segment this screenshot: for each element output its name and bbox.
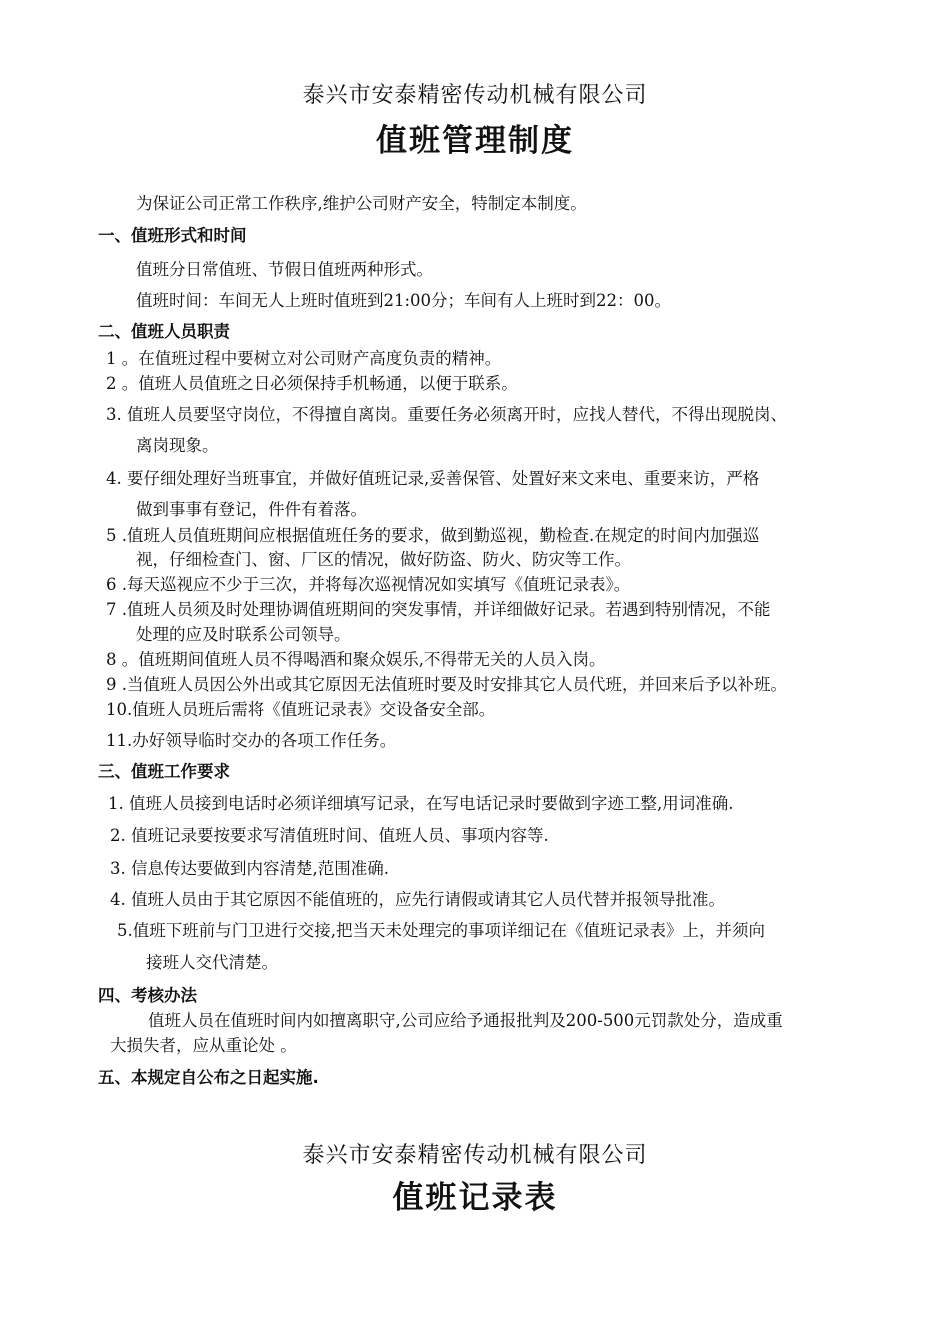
duty-item: 3. 值班人员要坚守岗位，不得擅自离岗。重要任务必须离开时，应找人替代，不得出现脱岗、 — [106, 405, 787, 424]
duty-item: 10.值班人员班后需将《值班记录表》交设备安全部。 — [106, 700, 496, 719]
assessment-text: 值班人员在值班时间内如擅离职守,公司应给予通报批判及200-500元罚款处分，造成重 — [148, 1011, 783, 1030]
company-name: 泰兴市安泰精密传动机械有限公司 — [302, 83, 648, 108]
duty-item-continued: 做到事事有登记，件件有着落。 — [136, 500, 367, 519]
duty-item: 8 。值班期间值班人员不得喝酒和聚众娱乐,不得带无关的人员入岗。 — [106, 650, 606, 669]
requirement-item: 2. 值班记录要按要求写清值班时间、值班人员、事项内容等. — [110, 826, 549, 845]
section-heading-requirements: 三、值班工作要求 — [98, 762, 230, 781]
assessment-text-continued: 大损失者，应从重论处 。 — [110, 1036, 297, 1055]
duty-item: 4. 要仔细处理好当班事宜，并做好值班记录,妥善保管、处置好来文来电、重要来访，严格 — [106, 469, 760, 488]
duty-item: 11.办好领导临时交办的各项工作任务。 — [106, 731, 397, 750]
requirement-item: 4. 值班人员由于其它原因不能值班的，应先行请假或请其它人员代替并报领导批准。 — [110, 890, 725, 909]
duty-item: 2 。值班人员值班之日必须保持手机畅通，以便于联系。 — [106, 374, 518, 393]
duty-item: 7 .值班人员须及时处理协调值班期间的突发事情，并详细做好记录。若遇到特别情况，不能 — [106, 600, 771, 619]
intro-paragraph: 为保证公司正常工作秩序,维护公司财产安全，特制定本制度。 — [136, 194, 587, 213]
duty-item-continued: 视，仔细检查门、窗、厂区的情况，做好防盗、防火、防灾等工作。 — [136, 550, 631, 569]
footer-company-name: 泰兴市安泰精密传动机械有限公司 — [302, 1143, 648, 1168]
schedule-line: 值班时间：车间无人上班时值班到21:00分；车间有人上班时到22：00。 — [136, 291, 672, 310]
duty-item: 6 .每天巡视应不少于三次，并将每次巡视情况如实填写《值班记录表》。 — [106, 575, 631, 594]
requirement-item: 1. 值班人员接到电话时必须详细填写记录，在写电话记录时要做到字迹工整,用词准确. — [108, 794, 734, 813]
duty-item: 9 .当值班人员因公外出或其它原因无法值班时要及时安排其它人员代班，并回来后予以补班。 — [106, 675, 787, 694]
section-heading-duties: 二、值班人员职责 — [98, 322, 230, 341]
duty-item-continued: 离岗现象。 — [136, 436, 219, 455]
schedule-line: 值班分日常值班、节假日值班两种形式。 — [136, 260, 433, 279]
duty-item: 5 .值班人员值班期间应根据值班任务的要求，做到勤巡视，勤检查.在规定的时间内加强巡 — [106, 526, 760, 545]
requirement-item: 5.值班下班前与门卫进行交接,把当天未处理完的事项详细记在《值班记录表》上，并须向 — [117, 921, 765, 940]
duty-item: 1 。在值班过程中要树立对公司财产高度负责的精神。 — [106, 349, 502, 368]
duty-item-continued: 处理的应及时联系公司领导。 — [136, 625, 351, 644]
section-heading-schedule: 一、值班形式和时间 — [98, 226, 247, 245]
section-heading-effective: 五、本规定自公布之日起实施. — [98, 1068, 319, 1087]
section-heading-assessment: 四、考核办法 — [98, 986, 197, 1005]
requirement-item-continued: 接班人交代清楚。 — [146, 953, 278, 972]
page-title: 值班管理制度 — [376, 123, 574, 159]
record-table-title: 值班记录表 — [392, 1180, 558, 1216]
requirement-item: 3. 信息传达要做到内容清楚,范围准确. — [110, 859, 389, 878]
